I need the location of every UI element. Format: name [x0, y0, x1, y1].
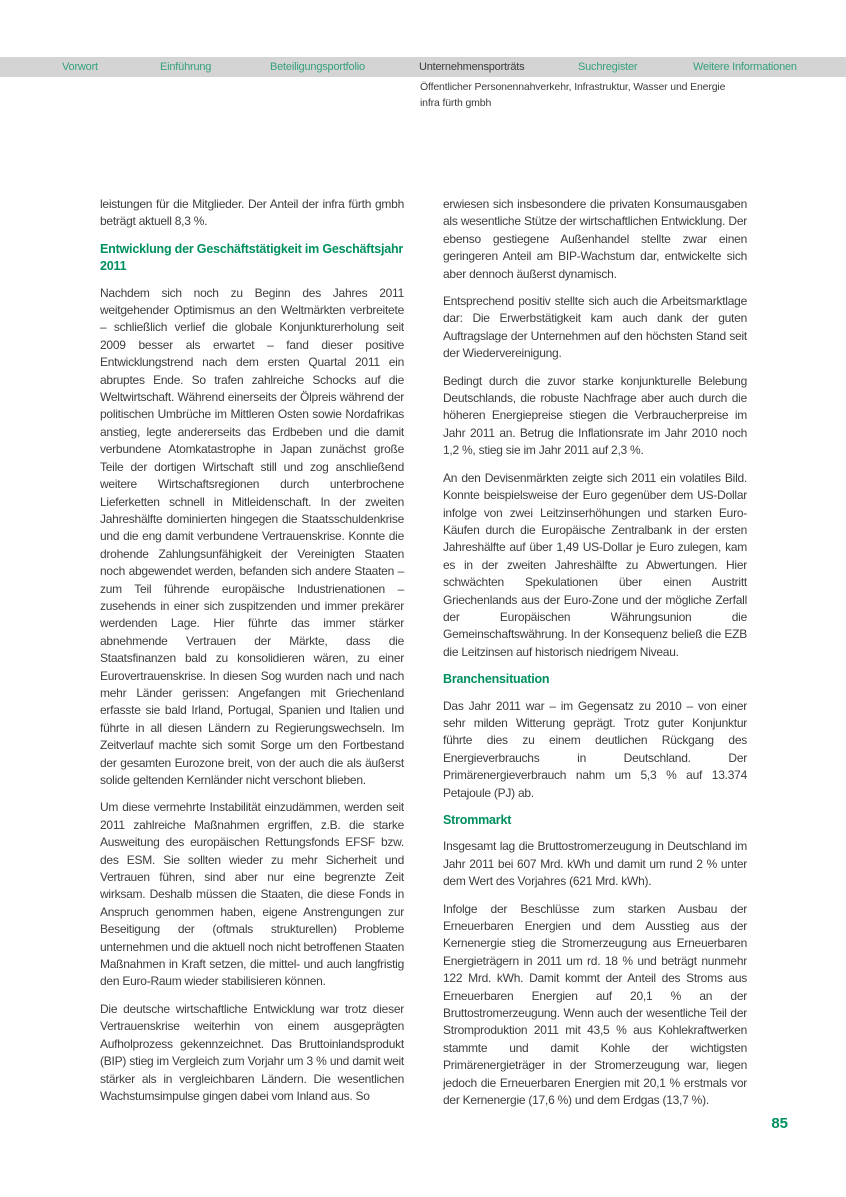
page-number: 85 [771, 1115, 788, 1132]
left-column [100, 196, 404, 1115]
paragraph: Entsprechend positiv stellte sich auch die Arbeitsmarktlage dar: Die Erwerbstätigkeit kam auch dank der guten Auftragslage der Unternehmen auf den höchsten Stand seit der Wiedervereinigung. [443, 294, 747, 361]
paragraph: erwiesen sich insbesondere die privaten Konsumausgaben als wesentliche Stütze der wirtschaftlichen Entwicklung. Der ebenso gestiegene Außenhandel stellte zwar einen geringeren Anteil am BIP-Wachstum dar, entwickelte sich aber dennoch äußerst dynamisch. [443, 197, 747, 281]
nav-item-vorwort[interactable]: Vorwort [62, 61, 98, 73]
section-subtitle-line2: infra fürth gmbh [420, 96, 492, 109]
nav-item-beteiligungsportfolio[interactable]: Beteiligungsportfolio [270, 61, 365, 73]
paragraph: Nachdem sich noch zu Beginn des Jahres 2011 weitgehender Optimismus an den Weltmärkten verbreitete – schließlich verlief die globale Konjunkturerholung seit 2009 besser als erwartet – fand dieser positive Entwicklungstrend nach dem ersten Quartal 2011 ein abruptes Ende. So trafen zahlreiche Schocks auf die Weltwirtschaft. Während einerseits der Ölpreis während der politischen Umbrüche im Mittleren Osten sowie Nordafrikas anstieg, legte andererseits das Erdbeben und die damit verbundene Atomkatastrophe in Japan zunächst große Teile der dortigen Wirtschaft still und zog anschließend weitere Wirtschaftsregionen durch unterbrochene Lieferketten schnell in Mitleidenschaft. In der zweiten Jahreshälfte dominierten hingegen die Staatsschuldenkrise und die eng damit verbundene Vertrauenskrise. Konnte die drohende Zahlungsunfähigkeit der Vereinigten Staaten noch abgewendet werden, befanden sich andere Staaten – zum Teil führende europäische Industrienationen – zusehends in einer sich zuspitzenden und immer prekärer werdenden Lage. Hier führte das immer stärker abnehmende Vertrauen der Märkte, dass die Staatsfinanzen bald zu konsolidieren wären, zu einer Eurovertrauenskrise. In diesen Sog wurden nach und nach mehr Länder gerissen: Angefangen mit Griechenland erfasste sie bald Irland, Portugal, Spanien und Italien und führte in all diesen Ländern zu Regierungswechseln. Im Zeitverlauf machte sich somit Sorge um den Fortbestand der gesamten Eurozone breit, von der auch die als äußerst solide geltenden Kernländer nicht verschont blieben. [100, 285, 404, 787]
paragraph: An den Devisenmärkten zeigte sich 2011 ein volatiles Bild. Konnte beispielsweise der Euro gegenüber dem US-Dollar infolge von zwei Leitzinserhöhungen und starken Euro-Käufen durch die Europäische Zentralbank in der ersten Jahreshälfte auf über 1,49 US-Dollar je Euro zulegen, kam es in der zweiten Jahreshälfte zu Abwertungen. Hier schwächten Spekulationen über einen Austritt Griechenlands aus der Euro-Zone und der mögliche Zerfall der Europäischen Währungsunion die Gemeinschaftswährung. In der Konsequenz beließ die EZB die Leitzinsen auf historisch niedrigem Niveau. [443, 470, 747, 659]
right-column [443, 196, 747, 1120]
section-heading-strommarkt: Strommarkt [443, 813, 512, 827]
paragraph: Bedingt durch die zuvor starke konjunkturelle Belebung Deutschlands, die robuste Nachfrage aber auch durch die höheren Energiepreise stiegen die Verbraucherpreise im Jahr 2011 an. Betrug die Inflationsrate im Jahr 2010 noch 1,2 %, stieg sie im Jahr 2011 auf 2,3 %. [443, 373, 747, 458]
section-subtitle-line1: Öffentlicher Personennahverkehr, Infrastruktur, Wasser und Energie [420, 81, 726, 93]
top-nav-bar [0, 57, 846, 77]
paragraph: leistungen für die Mitglieder. Der Anteil der infra fürth gmbh beträgt aktuell 8,3 %. [100, 197, 404, 229]
paragraph: Das Jahr 2011 war – im Gegensatz zu 2010 – von einer sehr milden Witterung geprägt. Trotz guter Konjunktur führte dies zu einem deutlichen Rückgang des Energieverbrauchs in Deutschland. Der Primärenergieverbrauch nahm um 5,3 % auf 13.374 Petajoule (PJ) ab. [443, 698, 747, 800]
section-heading-geschaeftstaetigkeit: Entwicklung der Geschäftstätigkeit im Geschäftsjahr 2011 [100, 241, 404, 274]
section-subtitle [420, 80, 800, 111]
section-heading-branchensituation: Branchensituation [443, 672, 550, 687]
paragraph: Die deutsche wirtschaftliche Entwicklung war trotz dieser Vertrauenskrise weiterhin von einem ausgeprägten Aufholprozess gekennzeichnet. Das Bruttoinlandsprodukt (BIP) stieg im Vergleich zum Vorjahr um 3 % und damit weit stärker als in vergleichbaren Ländern. Die wesentlichen Wachstumsimpulse gingen dabei vom Inland aus. So [100, 1001, 404, 1103]
nav-item-unternehmensportraets[interactable]: Unternehmensporträts [419, 61, 525, 73]
nav-item-einfuehrung[interactable]: Einführung [160, 61, 212, 73]
nav-item-weitere-informationen[interactable]: Weitere Informationen [693, 61, 797, 73]
nav-item-suchregister[interactable]: Suchregister [578, 61, 638, 73]
paragraph: Um diese vermehrte Instabilität einzudämmen, werden seit 2011 zahlreiche Maßnahmen ergriffen, z.B. die starke Ausweitung des europäischen Rettungsfonds EFSF bzw. des ESM. Sie sollten wieder zu mehr Sicherheit und Vertrauen führen, sind aber nur eine begrenzte Zeit wirksam. Deshalb müssen die Staaten, die diese Fonds in Anspruch genommen haben, eigene Anstrengungen zur Beseitigung der (oftmals strukturellen) Probleme unternehmen und die aktuell noch nicht betroffenen Staaten Maßnahmen in Kraft setzen, die mittel- und auch langfristig den Euro-Raum wieder stabilisieren können. [100, 800, 404, 989]
paragraph: Insgesamt lag die Bruttostromerzeugung in Deutschland im Jahr 2011 bei 607 Mrd. kWh und damit um rund 2 % unter dem Wert des Vorjahres (621 Mrd. kWh). [443, 839, 747, 889]
paragraph: Infolge der Beschlüsse zum starken Ausbau der Erneuerbaren Energien und dem Ausstieg aus der Kernenergie stieg die Stromerzeugung aus Erneuerbaren Energieträgern in 2011 um rd. 18 % und beträgt nunmehr 122 Mrd. kWh. Damit kommt der Anteil des Stroms aus Erneuerbaren Energien auf 20,1 % an der Bruttostromerzeugung. Wenn auch der wesentliche Teil der Stromproduktion 2011 mit 43,5 % aus Kohlekraftwerken stammte und damit Kohle der wichtigsten Primärenergieträger in der Stromerzeugung war, liegen jedoch die Erneuerbaren Energien mit 20,1 % erstmals vor der Kernenergie (17,6 %) und dem Erdgas (13,7 %). [443, 901, 747, 1108]
